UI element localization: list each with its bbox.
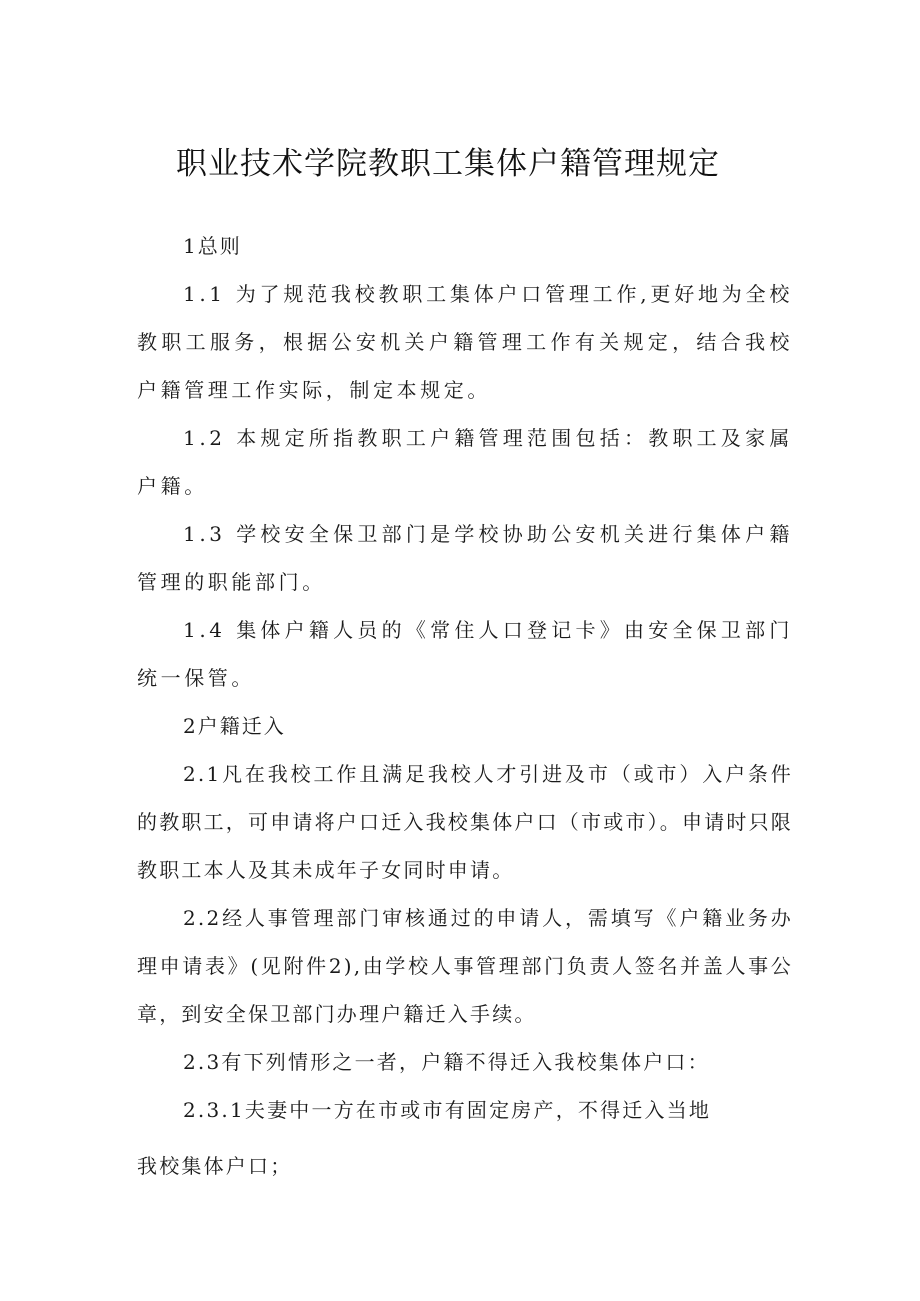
- section-heading: 2户籍迁入: [183, 714, 286, 738]
- document-body: [137, 222, 793, 1190]
- paragraph: 1.1 为了规范我校教职工集体户口管理工作,更好地为全校教职工服务，根据公安机关户籍管理工作有关规定，结合我校户籍管理工作实际，制定本规定。: [137, 282, 793, 402]
- paragraph: 1.2 本规定所指教职工户籍管理范围包括：教职工及家属户籍。: [137, 426, 793, 498]
- paragraph-continuation: 我校集体户口；: [137, 1154, 293, 1178]
- paragraph: 2.3有下列情形之一者，户籍不得迁入我校集体户口：: [183, 1050, 710, 1074]
- paragraph: 2.2经人事管理部门审核通过的申请人，需填写《户籍业务办理申请表》(见附件2),由学校人事管理部门负责人签名并盖人事公章，到安全保卫部门办理户籍迁入手续。: [137, 906, 793, 1026]
- paragraph: 2.1凡在我校工作且满足我校人才引进及市（或市）入户条件的教职工，可申请将户口迁入我校集体户口（市或市）。申请时只限教职工本人及其未成年子女同时申请。: [137, 762, 793, 882]
- paragraph: 2.3.1夫妻中一方在市或市有固定房产，不得迁入当地: [183, 1098, 712, 1122]
- paragraph: 1.3 学校安全保卫部门是学校协助公安机关进行集体户籍管理的职能部门。: [137, 522, 793, 594]
- section-heading: 1总则: [183, 234, 242, 258]
- paragraph: 1.4 集体户籍人员的《常住人口登记卡》由安全保卫部门统一保管。: [137, 618, 793, 690]
- document-title: 职业技术学院教职工集体户籍管理规定: [176, 146, 720, 182]
